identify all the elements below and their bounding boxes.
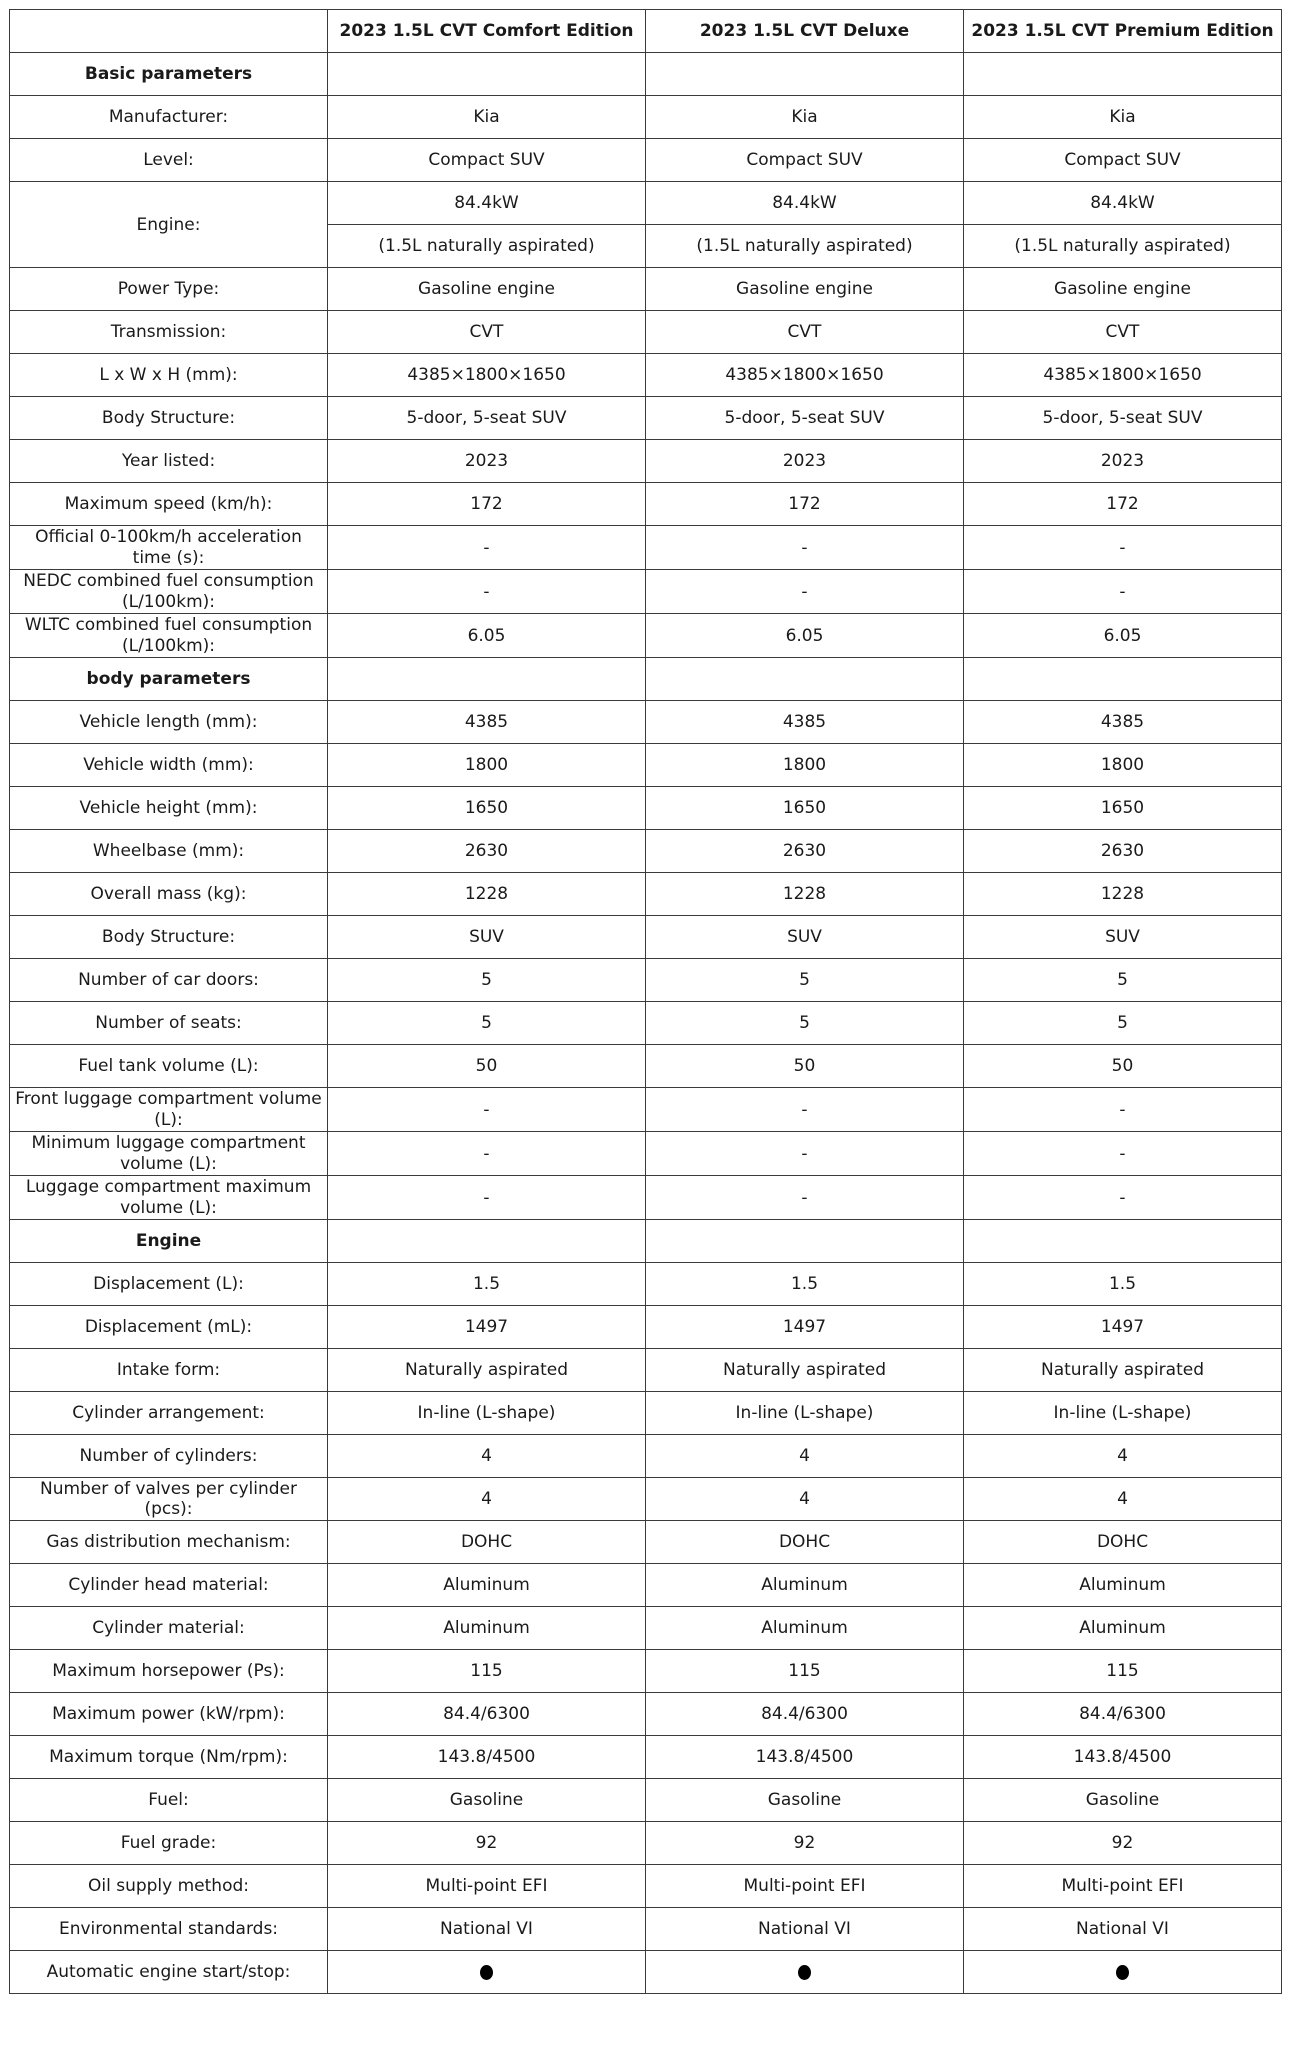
row-label: Official 0-100km/h acceleration time (s): [10, 526, 328, 570]
row-value: - [328, 526, 646, 570]
row-value: 50 [328, 1045, 646, 1088]
row-value: - [964, 1132, 1282, 1176]
row-label: Level: [10, 139, 328, 182]
row-value: Naturally aspirated [646, 1349, 964, 1392]
row-value: - [328, 1132, 646, 1176]
table-row [10, 354, 1282, 397]
section-title: Engine [10, 1220, 328, 1263]
table-row [10, 139, 1282, 182]
row-value: (1.5L naturally aspirated) [964, 225, 1282, 268]
section-body-parameters [10, 658, 1282, 701]
row-value: 172 [964, 483, 1282, 526]
row-value: 1800 [964, 744, 1282, 787]
row-value: Compact SUV [646, 139, 964, 182]
table-row [10, 96, 1282, 139]
row-value: - [328, 1088, 646, 1132]
table-row [10, 744, 1282, 787]
row-value: In-line (L-shape) [646, 1392, 964, 1435]
row-value: Aluminum [646, 1607, 964, 1650]
row-label: Maximum horsepower (Ps): [10, 1650, 328, 1693]
table-row [10, 701, 1282, 744]
row-value: 5-door, 5-seat SUV [646, 397, 964, 440]
row-value [646, 1951, 964, 1994]
table-row [10, 311, 1282, 354]
row-value: Kia [964, 96, 1282, 139]
row-value: 172 [646, 483, 964, 526]
table-row [10, 916, 1282, 959]
row-value: 2630 [964, 830, 1282, 873]
row-value: 1228 [964, 873, 1282, 916]
row-value: 4385×1800×1650 [646, 354, 964, 397]
row-label: NEDC combined fuel consumption (L/100km): [10, 570, 328, 614]
table-row [10, 1132, 1282, 1176]
row-label: Body Structure: [10, 916, 328, 959]
row-value: In-line (L-shape) [964, 1392, 1282, 1435]
column-header-deluxe: 2023 1.5L CVT Deluxe [646, 10, 964, 53]
row-value: Gasoline engine [328, 268, 646, 311]
row-value: 2023 [964, 440, 1282, 483]
row-value: 5 [328, 959, 646, 1002]
row-label: Vehicle height (mm): [10, 787, 328, 830]
row-value: 1497 [964, 1306, 1282, 1349]
section-title: Basic parameters [10, 53, 328, 96]
row-label: Number of car doors: [10, 959, 328, 1002]
row-value: DOHC [328, 1521, 646, 1564]
row-value: 92 [646, 1822, 964, 1865]
table-row [10, 614, 1282, 658]
row-value: 1650 [328, 787, 646, 830]
row-value: 4 [964, 1435, 1282, 1478]
row-label: Fuel tank volume (L): [10, 1045, 328, 1088]
table-row [10, 526, 1282, 570]
table-row [10, 1435, 1282, 1478]
empty-cell [646, 658, 964, 701]
table-row [10, 1002, 1282, 1045]
row-value: 5 [646, 959, 964, 1002]
row-value: 5 [964, 959, 1282, 1002]
table-row [10, 570, 1282, 614]
empty-cell [646, 53, 964, 96]
row-value: Multi-point EFI [646, 1865, 964, 1908]
table-row [10, 1521, 1282, 1564]
row-value: 84.4kW [964, 182, 1282, 225]
row-value: - [646, 570, 964, 614]
column-header-premium-edition: 2023 1.5L CVT Premium Edition [964, 10, 1282, 53]
row-value: 4 [646, 1435, 964, 1478]
row-value: 4 [646, 1478, 964, 1521]
table-row [10, 1176, 1282, 1220]
row-label: Maximum speed (km/h): [10, 483, 328, 526]
row-value: 1.5 [964, 1263, 1282, 1306]
row-value: Aluminum [964, 1564, 1282, 1607]
row-label: Manufacturer: [10, 96, 328, 139]
table-row [10, 1822, 1282, 1865]
table-row [10, 1306, 1282, 1349]
row-value: 4 [964, 1478, 1282, 1521]
row-label: Year listed: [10, 440, 328, 483]
row-value: 1800 [646, 744, 964, 787]
table-row [10, 397, 1282, 440]
row-value: 84.4/6300 [328, 1693, 646, 1736]
table-row [10, 1908, 1282, 1951]
row-value: CVT [328, 311, 646, 354]
row-label: Overall mass (kg): [10, 873, 328, 916]
row-value: Aluminum [328, 1607, 646, 1650]
row-label: Gas distribution mechanism: [10, 1521, 328, 1564]
header-corner-cell [10, 10, 328, 53]
table-row [10, 1564, 1282, 1607]
row-value: 143.8/4500 [328, 1736, 646, 1779]
row-label: Maximum power (kW/rpm): [10, 1693, 328, 1736]
table-row [10, 1779, 1282, 1822]
row-value: National VI [328, 1908, 646, 1951]
row-value: Naturally aspirated [964, 1349, 1282, 1392]
table-body [10, 53, 1282, 1994]
empty-cell [328, 53, 646, 96]
table-row [10, 1951, 1282, 1994]
row-value: 4385×1800×1650 [964, 354, 1282, 397]
table-row [10, 483, 1282, 526]
row-label: Vehicle length (mm): [10, 701, 328, 744]
table-row-engine [10, 182, 1282, 225]
table-row [10, 268, 1282, 311]
row-label: Luggage compartment maximum volume (L): [10, 1176, 328, 1220]
header-row [10, 10, 1282, 53]
empty-cell [328, 1220, 646, 1263]
row-value: - [964, 570, 1282, 614]
row-value: 1497 [328, 1306, 646, 1349]
row-value: 4385 [964, 701, 1282, 744]
row-label: Number of cylinders: [10, 1435, 328, 1478]
row-label: Power Type: [10, 268, 328, 311]
row-value: DOHC [964, 1521, 1282, 1564]
row-value: - [964, 1088, 1282, 1132]
row-value: 4385 [328, 701, 646, 744]
table-row [10, 830, 1282, 873]
row-value: - [646, 1088, 964, 1132]
row-value: 84.4kW [328, 182, 646, 225]
row-label: Intake form: [10, 1349, 328, 1392]
row-label: WLTC combined fuel consumption (L/100km): [10, 614, 328, 658]
row-value: Gasoline [328, 1779, 646, 1822]
row-value: Compact SUV [328, 139, 646, 182]
row-value: Aluminum [964, 1607, 1282, 1650]
section-title: body parameters [10, 658, 328, 701]
row-label: Fuel: [10, 1779, 328, 1822]
row-value: 5 [646, 1002, 964, 1045]
row-value: Aluminum [646, 1564, 964, 1607]
table-row [10, 1478, 1282, 1521]
row-value: 1650 [646, 787, 964, 830]
row-value: 4 [328, 1478, 646, 1521]
row-value: 92 [964, 1822, 1282, 1865]
row-label: Wheelbase (mm): [10, 830, 328, 873]
row-label: Number of seats: [10, 1002, 328, 1045]
row-value: 2023 [328, 440, 646, 483]
row-value: 115 [646, 1650, 964, 1693]
empty-cell [328, 658, 646, 701]
row-value: 6.05 [328, 614, 646, 658]
row-value: National VI [646, 1908, 964, 1951]
row-value: 84.4/6300 [964, 1693, 1282, 1736]
row-label: Engine: [10, 182, 328, 268]
row-label: Body Structure: [10, 397, 328, 440]
row-label: Displacement (mL): [10, 1306, 328, 1349]
row-value: Kia [328, 96, 646, 139]
row-value: SUV [646, 916, 964, 959]
row-value: 1228 [646, 873, 964, 916]
row-value: 143.8/4500 [646, 1736, 964, 1779]
table-row [10, 1349, 1282, 1392]
row-value: 1800 [328, 744, 646, 787]
row-value: 5 [964, 1002, 1282, 1045]
section-engine [10, 1220, 1282, 1263]
row-value: 4385 [646, 701, 964, 744]
row-value: 1.5 [328, 1263, 646, 1306]
row-label: Vehicle width (mm): [10, 744, 328, 787]
row-value: 4 [328, 1435, 646, 1478]
row-value: 1.5 [646, 1263, 964, 1306]
table-row [10, 1263, 1282, 1306]
empty-cell [964, 658, 1282, 701]
table-row [10, 873, 1282, 916]
row-value: Multi-point EFI [964, 1865, 1282, 1908]
row-value: - [328, 570, 646, 614]
row-value: Gasoline [646, 1779, 964, 1822]
row-label: Transmission: [10, 311, 328, 354]
section-basic-parameters [10, 53, 1282, 96]
row-value: DOHC [646, 1521, 964, 1564]
row-value: SUV [964, 916, 1282, 959]
row-value: (1.5L naturally aspirated) [646, 225, 964, 268]
table-row [10, 1693, 1282, 1736]
row-value: 5-door, 5-seat SUV [328, 397, 646, 440]
standard-feature-dot-icon [1116, 1965, 1129, 1980]
row-value: - [646, 526, 964, 570]
empty-cell [964, 1220, 1282, 1263]
row-value: 2630 [328, 830, 646, 873]
row-value: CVT [964, 311, 1282, 354]
row-value: - [646, 1176, 964, 1220]
row-value: - [328, 1176, 646, 1220]
row-value: 1497 [646, 1306, 964, 1349]
row-value: 115 [964, 1650, 1282, 1693]
table-row [10, 1392, 1282, 1435]
row-value: - [646, 1132, 964, 1176]
table-row [10, 1865, 1282, 1908]
table-row [10, 1650, 1282, 1693]
row-value: 6.05 [964, 614, 1282, 658]
row-value: Compact SUV [964, 139, 1282, 182]
row-value: CVT [646, 311, 964, 354]
row-value: 1228 [328, 873, 646, 916]
row-label: Cylinder material: [10, 1607, 328, 1650]
standard-feature-dot-icon [798, 1965, 811, 1980]
row-value: 2023 [646, 440, 964, 483]
row-label: Oil supply method: [10, 1865, 328, 1908]
row-value: (1.5L naturally aspirated) [328, 225, 646, 268]
row-value: 2630 [646, 830, 964, 873]
row-value: 6.05 [646, 614, 964, 658]
table-row [10, 1045, 1282, 1088]
table-row [10, 1088, 1282, 1132]
row-value [964, 1951, 1282, 1994]
row-label: L x W x H (mm): [10, 354, 328, 397]
row-value: National VI [964, 1908, 1282, 1951]
row-value: 5 [328, 1002, 646, 1045]
row-label: Front luggage compartment volume (L): [10, 1088, 328, 1132]
row-label: Cylinder head material: [10, 1564, 328, 1607]
row-value: In-line (L-shape) [328, 1392, 646, 1435]
row-value: Gasoline engine [646, 268, 964, 311]
row-value: Gasoline engine [964, 268, 1282, 311]
row-value: 4385×1800×1650 [328, 354, 646, 397]
row-label: Minimum luggage compartment volume (L): [10, 1132, 328, 1176]
row-label: Number of valves per cylinder (pcs): [10, 1478, 328, 1521]
empty-cell [964, 53, 1282, 96]
row-value: 5-door, 5-seat SUV [964, 397, 1282, 440]
row-value: Multi-point EFI [328, 1865, 646, 1908]
table-row [10, 959, 1282, 1002]
row-value: 143.8/4500 [964, 1736, 1282, 1779]
empty-cell [646, 1220, 964, 1263]
table-row [10, 440, 1282, 483]
row-value: Aluminum [328, 1564, 646, 1607]
column-header-comfort-edition: 2023 1.5L CVT Comfort Edition [328, 10, 646, 53]
row-value [328, 1951, 646, 1994]
row-value: 84.4kW [646, 182, 964, 225]
row-value: - [964, 1176, 1282, 1220]
table-row [10, 787, 1282, 830]
row-label: Fuel grade: [10, 1822, 328, 1865]
row-value: 92 [328, 1822, 646, 1865]
row-value: Kia [646, 96, 964, 139]
row-value: - [964, 526, 1282, 570]
row-value: 115 [328, 1650, 646, 1693]
row-value: Naturally aspirated [328, 1349, 646, 1392]
row-value: Gasoline [964, 1779, 1282, 1822]
row-value: 50 [646, 1045, 964, 1088]
row-label: Automatic engine start/stop: [10, 1951, 328, 1994]
table-row [10, 1736, 1282, 1779]
row-value: SUV [328, 916, 646, 959]
row-label: Displacement (L): [10, 1263, 328, 1306]
row-value: 172 [328, 483, 646, 526]
row-value: 50 [964, 1045, 1282, 1088]
row-label: Environmental standards: [10, 1908, 328, 1951]
row-value: 84.4/6300 [646, 1693, 964, 1736]
table-row [10, 1607, 1282, 1650]
row-label: Cylinder arrangement: [10, 1392, 328, 1435]
spec-comparison-table [9, 9, 1282, 1994]
row-value: 1650 [964, 787, 1282, 830]
row-label: Maximum torque (Nm/rpm): [10, 1736, 328, 1779]
standard-feature-dot-icon [480, 1965, 493, 1980]
